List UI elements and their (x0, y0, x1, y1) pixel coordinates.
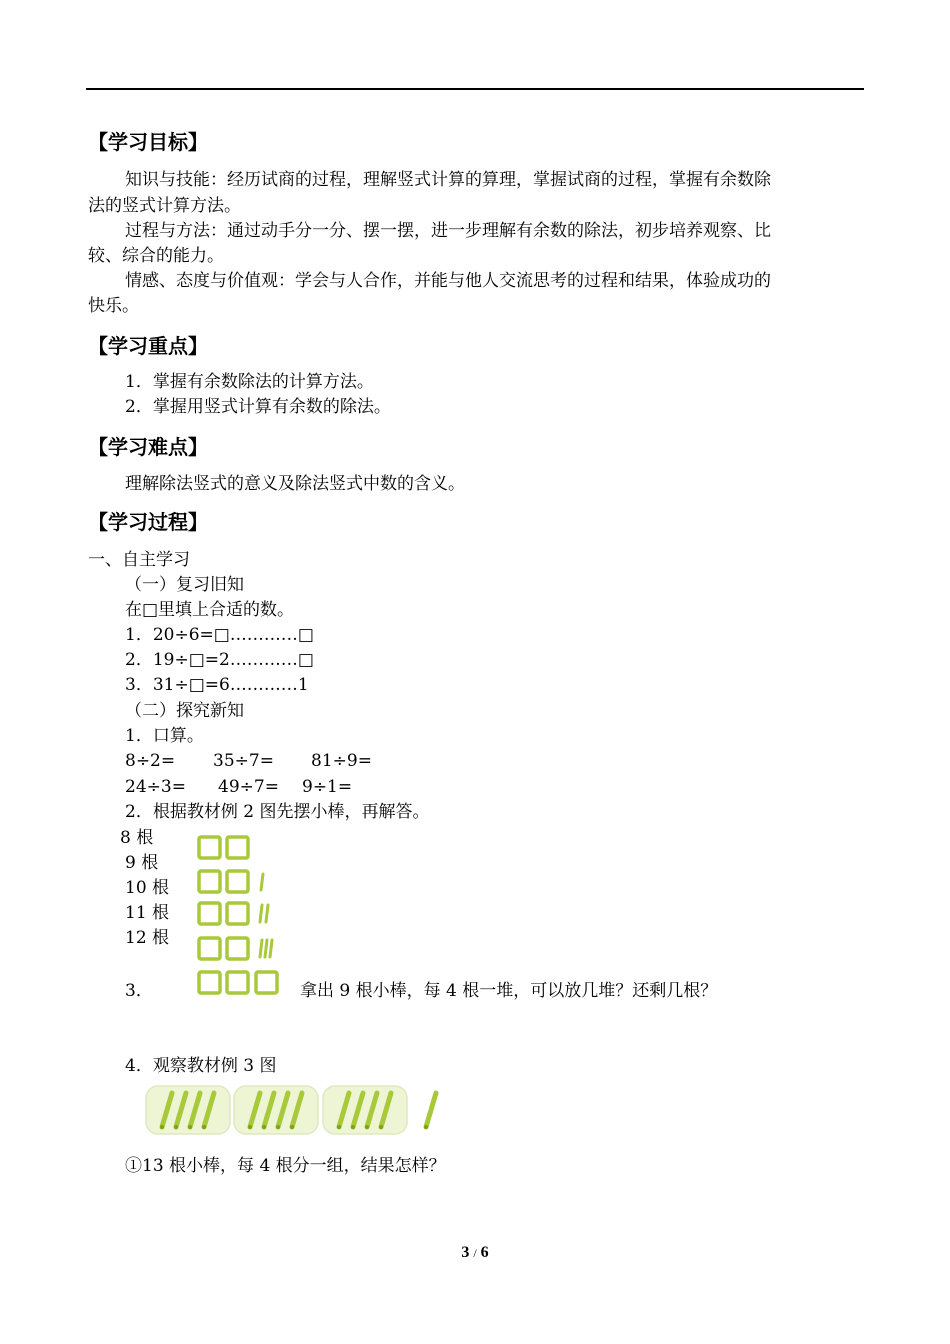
current-page: 3 (461, 1244, 470, 1261)
page-number (0, 1244, 950, 1262)
goals-line: 法的竖式计算方法。 (88, 196, 241, 216)
question-4-sub: ①13 根小棒，每 4 根分一组，结果怎样？ (125, 1156, 446, 1176)
question-2: 2．根据教材例 2 图先摆小棒，再解答。 (125, 802, 430, 822)
review-item: 2．19÷□=2‥‥‥‥‥‥□ (125, 650, 314, 670)
question-3-number: 3． (125, 981, 153, 1001)
stick-label: 8 根 (120, 828, 154, 848)
oral-problem: 24÷3= (125, 777, 186, 797)
stick-square (199, 871, 220, 892)
loose-stick (270, 940, 272, 957)
review-item: 3．31÷□=6‥‥‥‥‥‥1 (125, 675, 309, 695)
oral-problem: 81÷9= (311, 751, 372, 771)
question-3: 拿出 9 根小棒，每 4 根一堆，可以放几堆？还剩几根？ (300, 981, 718, 1001)
loose-stick (260, 940, 262, 957)
stick-square (227, 837, 248, 858)
stick-square (227, 871, 248, 892)
explore-title: （二）探究新知 (125, 701, 244, 721)
top-rule (86, 88, 864, 90)
oral-problem: 9÷1= (302, 777, 353, 797)
goals-line: 过程与方法：通过动手分一分、摆一摆，进一步理解有余数的除法，初步培养观察、比 (125, 221, 771, 241)
stick-square (199, 938, 220, 959)
stick-square (199, 903, 220, 924)
loose-stick (260, 905, 262, 922)
stick-label: 11 根 (125, 903, 170, 923)
heading-key-points: 【学习重点】 (88, 334, 208, 358)
loose-stick (266, 905, 268, 922)
review-item: 1．20÷6=□‥‥‥‥‥‥□ (125, 625, 314, 645)
loose-stick (265, 940, 267, 957)
oral-problem: 49÷7= (218, 777, 279, 797)
heading-process: 【学习过程】 (88, 510, 208, 534)
goals-line: 快乐。 (88, 296, 139, 316)
stick-square (199, 972, 220, 993)
loose-stick (261, 874, 263, 890)
difficulty-text: 理解除法竖式的意义及除法竖式中数的含义。 (125, 474, 465, 494)
oral-problem: 8÷2= (125, 751, 176, 771)
review-instruction: 在□里填上合适的数。 (125, 600, 295, 620)
section-self-study: 一、自主学习 (88, 550, 190, 570)
goals-line: 较、综合的能力。 (88, 246, 224, 266)
stick-square (227, 972, 248, 993)
heading-difficulties: 【学习难点】 (88, 435, 208, 459)
page-separator: / (473, 1246, 477, 1260)
stick-square (256, 972, 277, 993)
review-title: （一）复习旧知 (125, 575, 244, 595)
goals-line: 知识与技能：经历试商的过程，理解竖式计算的算理，掌握试商的过程，掌握有余数除 (125, 170, 771, 190)
oral-title: 1．口算。 (125, 726, 204, 746)
stick-square (227, 903, 248, 924)
question-4: 4．观察教材例 3 图 (125, 1056, 277, 1076)
goals-line: 情感、态度与价值观：学会与人合作，并能与他人交流思考的过程和结果，体验成功的 (125, 271, 771, 291)
stick-square (199, 837, 220, 858)
stick-label: 9 根 (125, 853, 159, 873)
stick-squares-figure (190, 830, 290, 1000)
key-point-item: 2．掌握用竖式计算有余数的除法。 (125, 397, 391, 417)
oral-problem: 35÷7= (213, 751, 274, 771)
heading-goals: 【学习目标】 (88, 130, 208, 154)
total-pages: 6 (480, 1244, 489, 1261)
stick (426, 1093, 436, 1127)
stick-square (227, 938, 248, 959)
grouped-sticks-figure (140, 1083, 450, 1139)
stick-label: 10 根 (125, 878, 170, 898)
stick-label: 12 根 (125, 928, 170, 948)
key-point-item: 1．掌握有余数除法的计算方法。 (125, 372, 374, 392)
